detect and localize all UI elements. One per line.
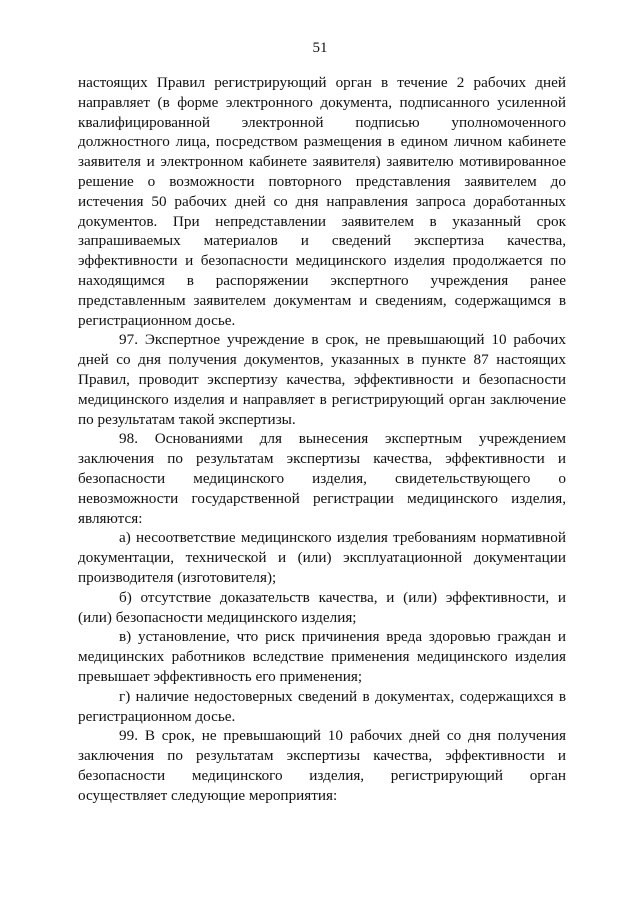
paragraph-98-v: в) установление, что риск причинения вреда здоровью граждан и медицинских работников вследствие применения медицинского изделия превышает эффективность его применения;	[78, 628, 566, 685]
page-number: 51	[312, 40, 328, 56]
paragraph-98: 98. Основаниями для вынесения экспертным учреждением заключения по результатам экспертизы качества, эффективности и безопасности медицинского изделия, свидетельствующего о невозможности государственной регистрации медицинского изделия, являются:	[78, 430, 566, 527]
paragraph-98-g: г) наличие недостоверных сведений в документах, содержащихся в регистрационном досье.	[78, 687, 566, 725]
paragraph-continuation: настоящих Правил регистрирующий орган в течение 2 рабочих дней направляет (в форме электронного документа, подписанного усиленной квалифицированной электронной подписью уполномоченного должностного лица, посредством размещения в едином личном кабинете заявителя и электронном кабинете заявителя) заявителю мотивированное решение о возможности повторного представления заявителем до истечения 50 рабочих дней со дня направления запроса доработанных документов. При непредставлении заявителем в указанный срок запрашиваемых материалов и сведений экспертиза качества, эффективности и безопасности медицинского изделия продолжается по находящимся в распоряжении экспертного учреждения ранее представленным заявителем документам и сведениям, содержащимся в регистрационном досье.	[78, 74, 566, 329]
paragraph-98-b: б) отсутствие доказательств качества, и (или) эффективности, и (или) безопасности медицинского изделия;	[78, 588, 566, 626]
paragraph-99: 99. В срок, не превышающий 10 рабочих дней со дня получения заключения по результатам экспертизы качества, эффективности и безопасности медицинского изделия, регистрирующий орган осуществляет следующие мероприятия:	[78, 727, 566, 804]
paragraph-98-a: а) несоответствие медицинского изделия требованиям нормативной документации, технической и (или) эксплуатационной документации производителя (изготовителя);	[78, 529, 566, 586]
paragraph-97: 97. Экспертное учреждение в срок, не превышающий 10 рабочих дней со дня получения документов, указанных в пункте 87 настоящих Правил, проводит экспертизу качества, эффективности и безопасности медицинского изделия и направляет в регистрирующий орган заключение по результатам такой экспертизы.	[78, 331, 566, 428]
document-body	[78, 73, 566, 805]
